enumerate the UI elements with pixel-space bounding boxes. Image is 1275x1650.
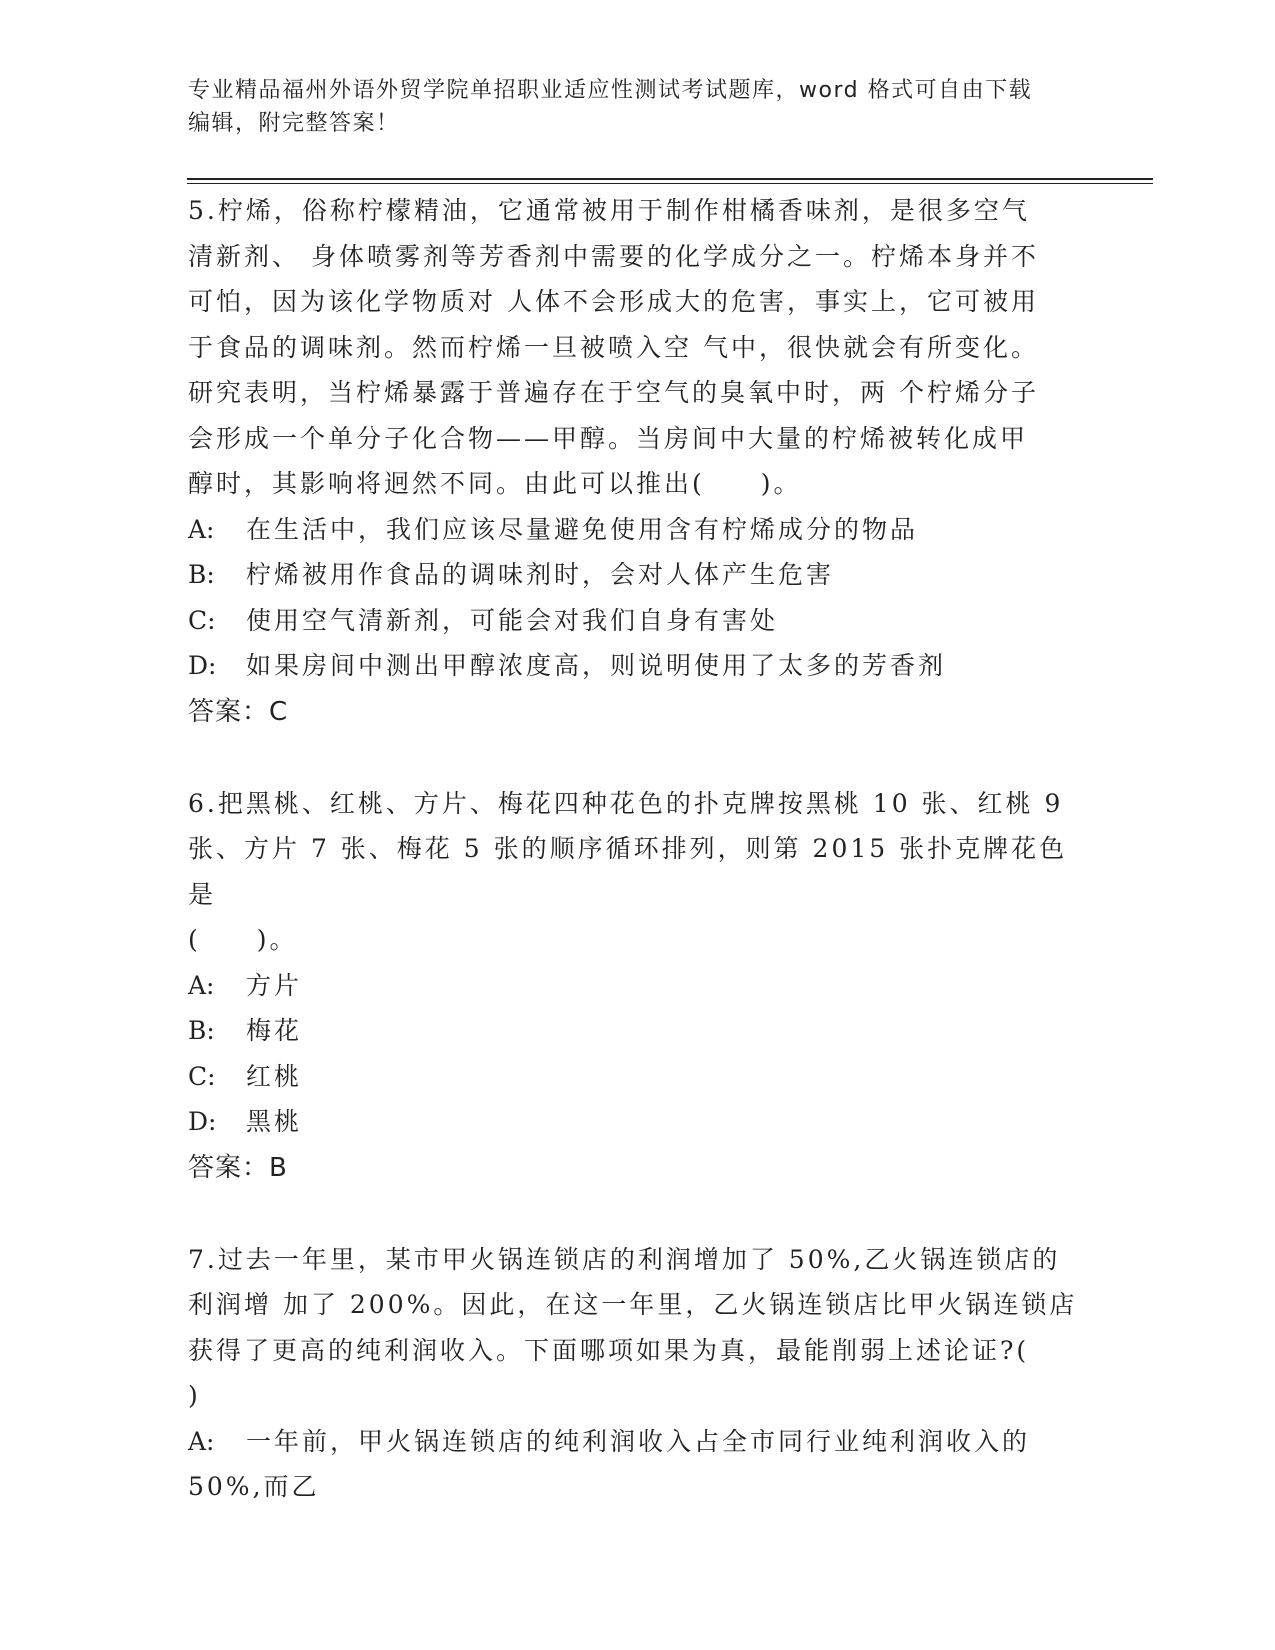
question-7-line-4: ) (188, 1381, 201, 1410)
header-rule-thin (187, 183, 1153, 184)
question-7-line-2: 利润增 加了 200%。因此，在这一年里，乙火锅连锁店比甲火锅连锁店 (188, 1290, 1078, 1319)
question-6-answer: 答案：B (188, 1152, 288, 1183)
question-7-option-a (188, 1419, 1088, 1465)
question-5-line-2: 清新剂、 身体喷雾剂等芳香剂中需要的化学成分之一。柠烯本身并不 (188, 241, 1039, 271)
question-7-option-a-continuation: 50%,而乙 (188, 1472, 320, 1501)
option-letter: A: (188, 1426, 215, 1456)
question-7-line-1: 7.过去一年里，某市甲火锅连锁店的利润增加了 50%,乙火锅连锁店的 (188, 1244, 1061, 1274)
question-6-option-d (188, 1099, 1088, 1145)
question-6-line-1: 6.把黑桃、红桃、方片、梅花四种花色的扑克牌按黑桃 10 张、红桃 9 (188, 788, 1064, 818)
header-rule-thick (187, 178, 1153, 180)
question-6-option-a (188, 963, 1088, 1009)
question-5-line-1: 5.柠烯，俗称柠檬精油，它通常被用于制作柑橘香味剂，是很多空气 (188, 196, 1030, 225)
question-5-line-4: 于食品的调味剂。然而柠烯一旦被喷入空 气中，很快就会有所变化。 (188, 332, 1039, 362)
question-5-answer: 答案：C (188, 696, 289, 727)
option-letter: C: (188, 1061, 216, 1091)
option-text: 方片 (246, 970, 303, 1000)
question-5-line-5: 研究表明，当柠烯暴露于普遍存在于空气的臭氧中时，两 个柠烯分子 (188, 378, 1039, 407)
option-letter: D: (188, 651, 217, 680)
question-5-line-3: 可怕，因为该化学物质对 人体不会形成大的危害，事实上，它可被用 (188, 287, 1039, 316)
question-6 (188, 781, 1088, 1191)
question-5 (188, 188, 1088, 735)
question-5-option-c (188, 598, 1088, 644)
question-6-line-3: ( )。 (188, 925, 298, 954)
option-text: 在生活中，我们应该尽量避免使用含有柠烯成分的物品 (246, 514, 919, 544)
option-text: 如果房间中测出甲醇浓度高，则说明使用了太多的芳香剂 (246, 651, 947, 680)
option-text: 梅花 (246, 1016, 303, 1045)
option-text: 红桃 (246, 1061, 303, 1091)
option-letter: B: (188, 1016, 215, 1045)
question-6-option-b (188, 1008, 1088, 1054)
option-text: 黑桃 (246, 1107, 303, 1136)
option-letter: A: (188, 970, 215, 1000)
question-7 (188, 1237, 1088, 1510)
question-6-option-c (188, 1054, 1088, 1100)
option-letter: C: (188, 605, 216, 635)
question-5-option-a (188, 507, 1088, 553)
option-text: 一年前，甲火锅连锁店的纯利润收入占全市同行业纯利润收入的 (246, 1426, 1031, 1456)
option-text: 使用空气清新剂，可能会对我们自身有害处 (246, 605, 779, 635)
question-5-option-b (188, 552, 1088, 598)
option-letter: A: (188, 514, 215, 544)
document-header (188, 74, 1088, 140)
question-gap (188, 735, 1088, 781)
question-5-option-d (188, 643, 1088, 689)
option-letter: D: (188, 1107, 217, 1136)
question-5-line-6: 会形成一个单分子化合物——甲醇。当房间中大量的柠烯被转化成甲 (188, 423, 1029, 453)
question-gap (188, 1191, 1088, 1237)
question-5-line-7: 醇时，其影响将迥然不同。由此可以推出( )。 (188, 469, 802, 498)
question-6-line-2: 张、方片 7 张、梅花 5 张的顺序循环排列，则第 2015 张扑克牌花色是 (188, 834, 1068, 909)
option-letter: B: (188, 560, 215, 589)
questions-content (188, 188, 1088, 1510)
option-text: 柠烯被用作食品的调味剂时，会对人体产生危害 (246, 560, 835, 589)
question-7-line-3: 获得了更高的纯利润收入。下面哪项如果为真，最能削弱上述论证?( (188, 1335, 1030, 1365)
header-line-1: 专业精品福州外语外贸学院单招职业适应性测试考试题库，word 格式可自由下载 (188, 78, 1033, 103)
header-line-2: 编辑，附完整答案！ (188, 111, 400, 136)
